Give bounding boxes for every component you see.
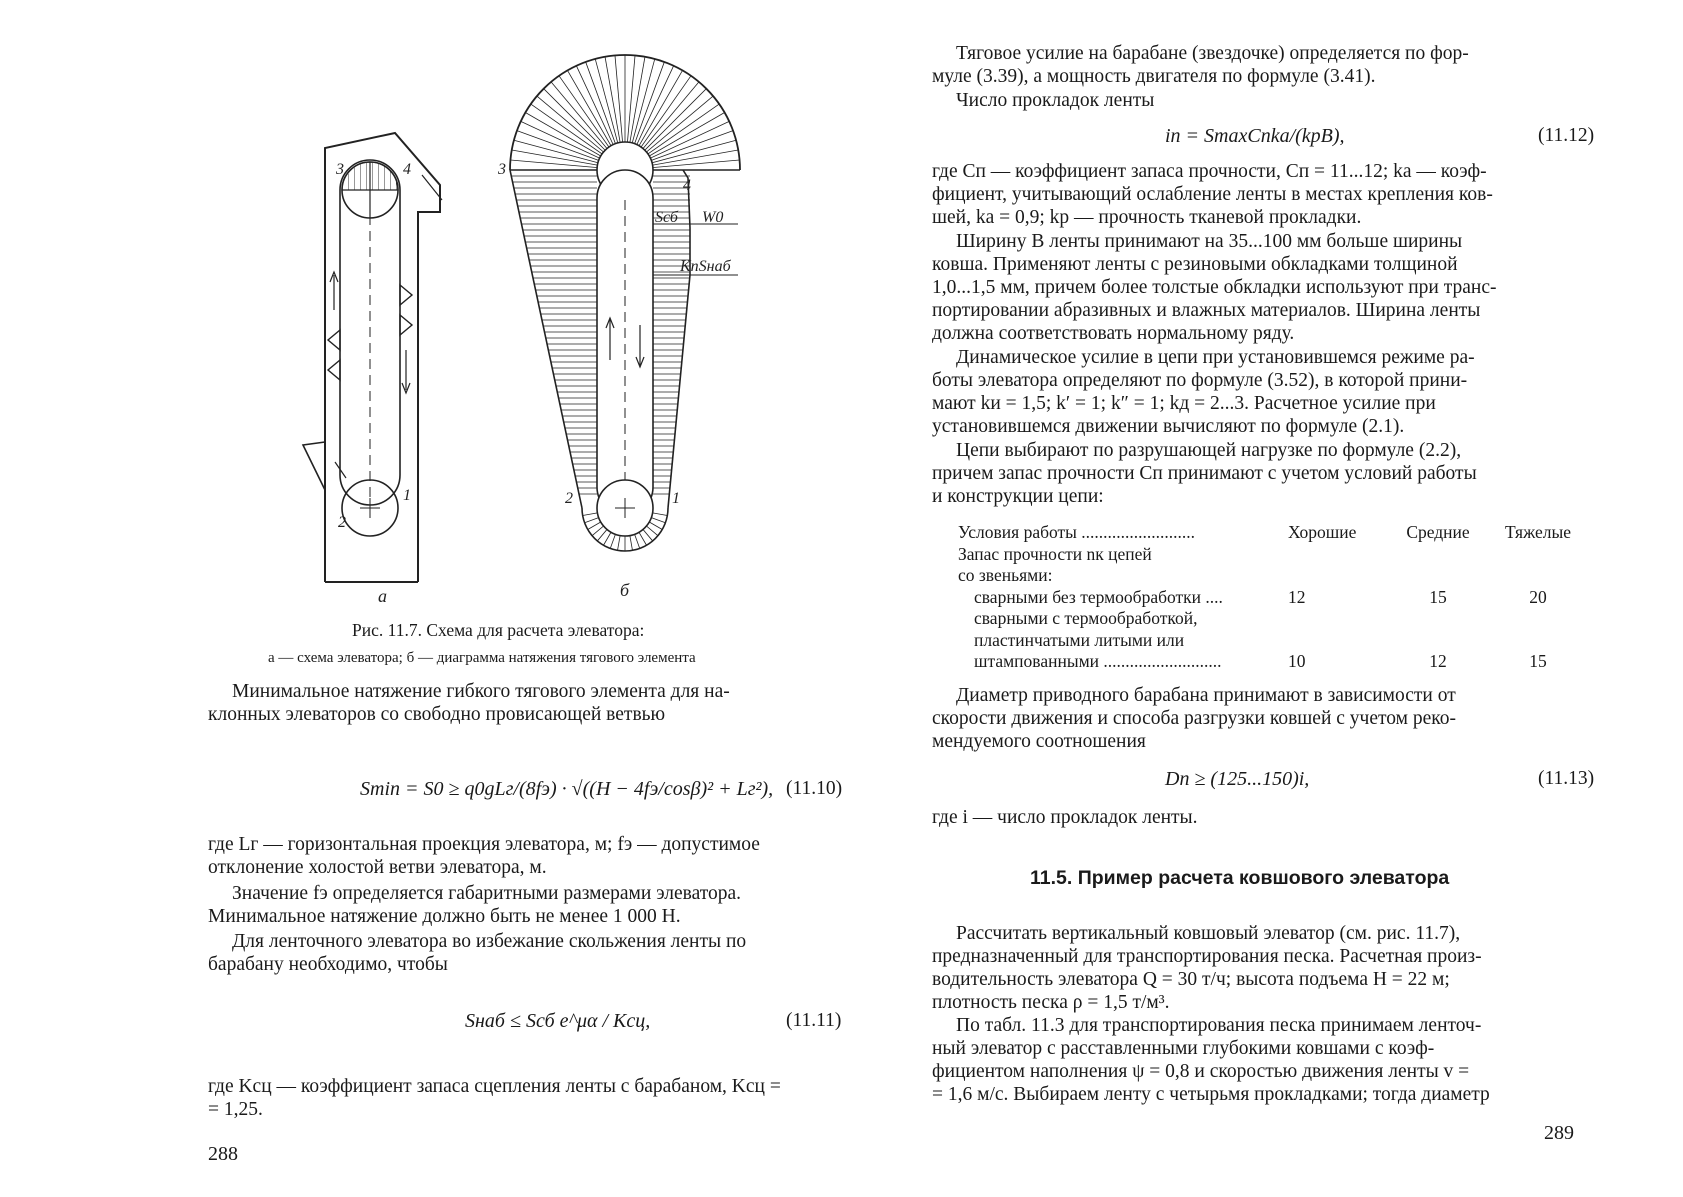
formula-11-12: iп = SmaxCпkа/(kрB), xyxy=(1165,125,1345,147)
paragraph-example-belt xyxy=(932,1014,1592,1106)
table-row xyxy=(958,587,1588,609)
text-line: Динамическое усилие в цепи при установившемся режиме ра- xyxy=(956,347,1475,368)
text-line: фициент, учитывающий ослабление ленты в местах крепления ков- xyxy=(932,184,1493,205)
table-row xyxy=(958,651,1588,673)
panel-a-label: а xyxy=(378,586,387,606)
table-cell: 20 xyxy=(1529,586,1547,607)
paragraph-example-task xyxy=(932,922,1592,1014)
b-point-2: 2 xyxy=(565,490,573,507)
text-line: Диаметр приводного барабана принимают в зависимости от xyxy=(956,685,1456,706)
table-row xyxy=(958,565,1588,587)
tension-diagram-b xyxy=(510,55,740,551)
text-line: барабану необходимо, чтобы xyxy=(208,954,448,975)
text-line: = 1,25. xyxy=(208,1099,263,1120)
text-line: Минимальное натяжение должно быть не менее 1 000 Н. xyxy=(208,906,681,927)
paragraph-min-tension xyxy=(208,680,858,726)
text-line: мендуемого соотношения xyxy=(932,731,1146,752)
text-line: портировании абразивных и влажных материалов. Ширина ленты xyxy=(932,300,1481,321)
paragraph-chain-selection xyxy=(932,439,1592,508)
paragraph-drive-force xyxy=(932,42,1592,88)
text-line: плотность песка ρ = 1,5 т/м³. xyxy=(932,992,1170,1013)
table-header-cell: Хорошие xyxy=(1288,522,1357,542)
text-line: водительность элеватора Q = 30 т/ч; высота подъема H = 22 м; xyxy=(932,969,1450,990)
table-cell: со звеньями: xyxy=(958,565,1053,585)
safety-factor-table xyxy=(958,522,1588,673)
a-point-1: 1 xyxy=(403,487,411,504)
table-cell: сварными с термообработкой, xyxy=(974,608,1198,628)
a-point-4: 4 xyxy=(403,161,411,178)
paragraph-f-value xyxy=(208,882,858,928)
equation-number-11-13: (11.13) xyxy=(1538,768,1595,789)
text-line: и конструкции цепи: xyxy=(932,486,1104,507)
b-point-4: 4 xyxy=(683,177,691,194)
b-point-3: 3 xyxy=(498,161,506,178)
text-line: причем запас прочности Cп принимают с учетом условий работы xyxy=(932,463,1477,484)
table-row xyxy=(958,544,1588,566)
section-title: 11.5. Пример расчета ковшового элеватора xyxy=(1030,867,1450,889)
table-header-cell: Тяжелые xyxy=(1505,522,1571,542)
table-row xyxy=(958,608,1588,630)
elevator-figure xyxy=(0,0,860,640)
text-line: Рассчитать вертикальный ковшовый элеватор (см. рис. 11.7), xyxy=(956,923,1461,944)
equation-number-11-12: (11.12) xyxy=(1538,125,1595,146)
a-point-3: 3 xyxy=(336,161,344,178)
text-line: отклонение холостой ветви элеватора, м. xyxy=(208,857,547,878)
a-point-2: 2 xyxy=(338,514,346,531)
text-line: Тяговое усилие на барабане (звездочке) определяется по фор- xyxy=(956,43,1469,64)
table-cell: Запас прочности nк цепей xyxy=(958,543,1152,564)
table-cell: 12 xyxy=(1288,586,1306,607)
table-cell: штампованными ........................... xyxy=(974,651,1222,671)
text-line: шей, kа = 0,9; kр — прочность тканевой прокладки. xyxy=(932,207,1362,228)
page-number-right: 289 xyxy=(1544,1122,1574,1144)
elevator-schematic-a xyxy=(303,133,442,582)
paragraph-i-definition xyxy=(932,806,1592,829)
text-line: муле (3.39), а мощность двигателя по формуле (3.41). xyxy=(932,66,1376,87)
panel-labels xyxy=(378,580,630,606)
text-line: ковша. Применяют ленты с резиновыми обкладками толщиной xyxy=(932,254,1458,275)
text-line: Число прокладок ленты xyxy=(956,90,1155,111)
table-header-cell: Условия работы .......................... xyxy=(958,522,1196,542)
kn-snab-label: KпSнаб xyxy=(680,258,731,275)
formula-11-11: Sнаб ≤ Sсб e^μα / Kсц, xyxy=(465,1010,651,1032)
text-line: установившемся движении вычисляют по формуле (2.1). xyxy=(932,416,1405,437)
table-cell: сварными без термообработки .... xyxy=(974,586,1223,607)
table-row xyxy=(958,630,1588,652)
text-line: мают kи = 1,5; k′ = 1; k″ = 1; kд = 2...3. Расчетное усилие при xyxy=(932,393,1436,414)
w0-label: W0 xyxy=(702,209,724,226)
text-line: предназначенный для транспортирования песка. Расчетная произ- xyxy=(932,946,1482,967)
text-line: = 1,6 м/с. Выбираем ленту с четырьмя прокладками; тогда диаметр xyxy=(932,1084,1490,1105)
panel-b-label: б xyxy=(620,580,630,600)
text-line: где Kсц — коэффициент запаса сцепления ленты с барабаном, Kсц = xyxy=(208,1076,781,1097)
text-line: фициентом наполнения ψ = 0,8 и скоростью движения ленты v = xyxy=(932,1061,1470,1082)
text-line: Значение fэ определяется габаритными размерами элеватора. xyxy=(232,883,742,904)
paragraph-ksc-definition xyxy=(208,1075,858,1121)
figure-caption: Рис. 11.7. Схема для расчета элеватора: xyxy=(352,620,645,640)
table-cell: 15 xyxy=(1429,586,1447,607)
formula-11-13: Dп ≥ (125...150)i, xyxy=(1165,768,1310,790)
paragraph-dynamic-force xyxy=(932,346,1592,438)
equation-number-11-11: (11.11) xyxy=(786,1010,842,1031)
paragraph-lg-definition xyxy=(208,833,858,879)
table-cell: 12 xyxy=(1429,651,1447,671)
paragraph-drum-diameter xyxy=(932,684,1592,753)
b-point-1: 1 xyxy=(672,490,680,507)
text-line: скорости движения и способа разгрузки ковшей с учетом реко- xyxy=(932,708,1456,729)
text-line: клонных элеваторов со свободно провисающей ветвью xyxy=(208,704,666,725)
paragraph-belt-slip xyxy=(208,930,858,976)
figure-subcaption: а — схема элеватора; б — диаграмма натяжения тягового элемента xyxy=(268,650,696,666)
table-cell: 10 xyxy=(1288,651,1306,671)
text-line: ный элеватор с расставленными глубокими ковшами с коэф- xyxy=(932,1038,1435,1059)
s-sb-label: Sсб xyxy=(655,209,678,226)
equation-number-11-10: (11.10) xyxy=(786,778,843,799)
text-line: Ширину B ленты принимают на 35...100 мм больше ширины xyxy=(956,231,1463,252)
right-page xyxy=(860,0,1683,1197)
text-line: где i — число прокладок ленты. xyxy=(932,807,1198,828)
text-line: Цепи выбирают по разрушающей нагрузке по формуле (2.2), xyxy=(956,440,1462,461)
formula-11-10: Smin = S0 ≥ q0gLг/(8fэ) · √((H − 4fэ/cosβ)² + Lг²), xyxy=(360,778,774,800)
paragraph-belt-width xyxy=(932,230,1592,345)
table-header-row xyxy=(958,522,1588,544)
text-line: где Cп — коэффициент запаса прочности, Cп = 11...12; kа — коэф- xyxy=(932,161,1487,182)
table-header-cell: Средние xyxy=(1406,522,1470,542)
text-line: 1,0...1,5 мм, причем более толстые обкладки используют при транс- xyxy=(932,277,1497,298)
table-cell: пластинчатыми литыми или xyxy=(974,629,1185,650)
table-cell: 15 xyxy=(1529,651,1547,671)
paragraph-ply-count xyxy=(956,89,1596,112)
page-number-left: 288 xyxy=(208,1143,238,1165)
text-line: По табл. 11.3 для транспортирования песка принимаем ленточ- xyxy=(956,1015,1482,1036)
text-line: боты элеватора определяют по формуле (3.52), в которой прини- xyxy=(932,370,1468,391)
text-line: Минимальное натяжение гибкого тягового элемента для на- xyxy=(232,681,730,702)
text-line: Для ленточного элеватора во избежание скольжения ленты по xyxy=(232,931,747,952)
text-line: должна соответствовать нормальному ряду. xyxy=(932,323,1295,344)
paragraph-cn-definition xyxy=(932,160,1592,229)
text-line: где Lг — горизонтальная проекция элеватора, м; fэ — допустимое xyxy=(208,834,760,855)
